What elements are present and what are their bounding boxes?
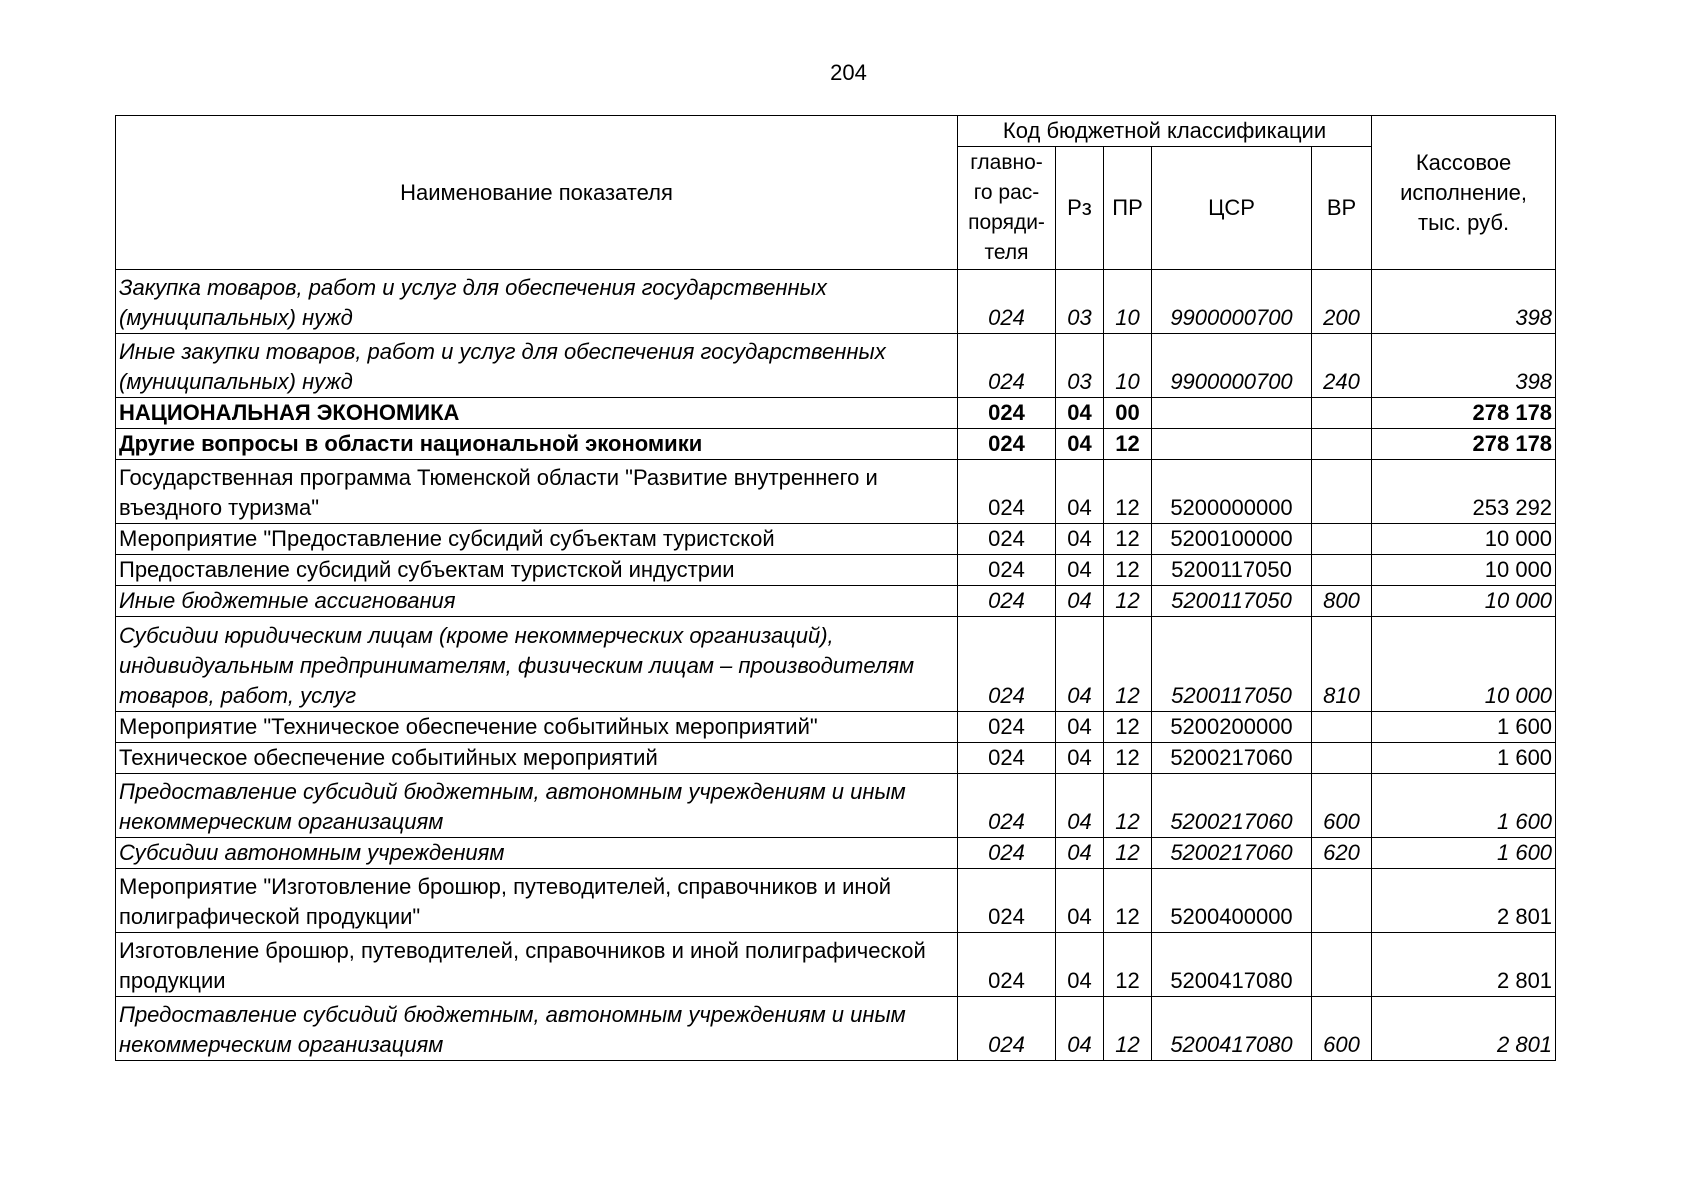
table-row xyxy=(116,398,1556,429)
cell-csr: 5200417080 xyxy=(1152,997,1312,1061)
cell-amount: 2 801 xyxy=(1372,997,1556,1061)
cell-csr: 5200400000 xyxy=(1152,869,1312,933)
table-row xyxy=(116,524,1556,555)
cell-amount: 1 600 xyxy=(1372,743,1556,774)
header-name: Наименование показателя xyxy=(116,116,958,270)
cell-name: Государственная программа Тюменской области "Развитие внутреннего и въездного туризма" xyxy=(116,460,958,524)
cell-pr: 12 xyxy=(1104,460,1152,524)
cell-amount: 398 xyxy=(1372,270,1556,334)
cell-name: Другие вопросы в области национальной экономики xyxy=(116,429,958,460)
header-code-group: Код бюджетной классификации xyxy=(958,116,1372,147)
cell-vr: 600 xyxy=(1312,774,1372,838)
cell-rz: 04 xyxy=(1056,997,1104,1061)
cell-amount: 10 000 xyxy=(1372,524,1556,555)
cell-amount: 2 801 xyxy=(1372,869,1556,933)
cell-amount: 2 801 xyxy=(1372,933,1556,997)
cell-rz: 04 xyxy=(1056,460,1104,524)
cell-rz: 04 xyxy=(1056,429,1104,460)
cell-pr: 12 xyxy=(1104,524,1152,555)
cell-rz: 04 xyxy=(1056,712,1104,743)
page-number: 204 xyxy=(830,60,867,85)
cell-grbs: 024 xyxy=(958,997,1056,1061)
cell-vr: 200 xyxy=(1312,270,1372,334)
header-amount xyxy=(1372,116,1556,270)
cell-grbs: 024 xyxy=(958,270,1056,334)
cell-amount: 1 600 xyxy=(1372,838,1556,869)
cell-name: Иные бюджетные ассигнования xyxy=(116,586,958,617)
cell-name: НАЦИОНАЛЬНАЯ ЭКОНОМИКА xyxy=(116,398,958,429)
cell-csr: 5200000000 xyxy=(1152,460,1312,524)
cell-csr xyxy=(1152,398,1312,429)
cell-rz: 04 xyxy=(1056,869,1104,933)
table-row xyxy=(116,712,1556,743)
cell-pr: 10 xyxy=(1104,334,1152,398)
cell-vr xyxy=(1312,555,1372,586)
cell-pr: 12 xyxy=(1104,743,1152,774)
cell-csr: 5200117050 xyxy=(1152,555,1312,586)
cell-rz: 04 xyxy=(1056,617,1104,712)
cell-grbs: 024 xyxy=(958,933,1056,997)
cell-name: Мероприятие "Изготовление брошюр, путеводителей, справочников и иной полиграфической продукции" xyxy=(116,869,958,933)
cell-pr: 12 xyxy=(1104,869,1152,933)
cell-name: Мероприятие "Предоставление субсидий субъектам туристской xyxy=(116,524,958,555)
table-row xyxy=(116,270,1556,334)
cell-pr: 12 xyxy=(1104,617,1152,712)
cell-name: Иные закупки товаров, работ и услуг для обеспечения государственных (муниципальных) нужд xyxy=(116,334,958,398)
budget-table xyxy=(115,115,1556,1061)
cell-rz: 04 xyxy=(1056,933,1104,997)
header-rz: Рз xyxy=(1056,147,1104,270)
cell-name: Техническое обеспечение событийных мероприятий xyxy=(116,743,958,774)
cell-vr xyxy=(1312,524,1372,555)
table-row xyxy=(116,460,1556,524)
cell-amount: 278 178 xyxy=(1372,429,1556,460)
cell-pr: 12 xyxy=(1104,555,1152,586)
cell-vr xyxy=(1312,398,1372,429)
cell-grbs: 024 xyxy=(958,429,1056,460)
cell-name: Предоставление субсидий субъектам туристской индустрии xyxy=(116,555,958,586)
table-row xyxy=(116,555,1556,586)
header-pr: ПР xyxy=(1104,147,1152,270)
cell-name: Изготовление брошюр, путеводителей, справочников и иной полиграфической продукции xyxy=(116,933,958,997)
cell-vr xyxy=(1312,460,1372,524)
cell-pr: 12 xyxy=(1104,933,1152,997)
cell-grbs: 024 xyxy=(958,460,1056,524)
cell-pr: 12 xyxy=(1104,429,1152,460)
cell-rz: 03 xyxy=(1056,334,1104,398)
cell-grbs: 024 xyxy=(958,555,1056,586)
table-row xyxy=(116,334,1556,398)
cell-grbs: 024 xyxy=(958,869,1056,933)
header-grbs: главно- го рас- поряди- теля xyxy=(958,147,1056,270)
cell-grbs: 024 xyxy=(958,774,1056,838)
cell-name: Мероприятие "Техническое обеспечение событийных мероприятий" xyxy=(116,712,958,743)
cell-vr: 800 xyxy=(1312,586,1372,617)
cell-grbs: 024 xyxy=(958,838,1056,869)
header-vr: ВР xyxy=(1312,147,1372,270)
cell-name: Субсидии автономным учреждениям xyxy=(116,838,958,869)
table-row xyxy=(116,838,1556,869)
cell-pr: 12 xyxy=(1104,997,1152,1061)
cell-csr: 5200217060 xyxy=(1152,838,1312,869)
cell-vr: 810 xyxy=(1312,617,1372,712)
cell-name: Субсидии юридическим лицам (кроме некоммерческих организаций), индивидуальным предпринимателям, физическим лицам – производителям товаров, работ, услуг xyxy=(116,617,958,712)
cell-pr: 00 xyxy=(1104,398,1152,429)
cell-grbs: 024 xyxy=(958,743,1056,774)
cell-amount: 1 600 xyxy=(1372,712,1556,743)
cell-csr xyxy=(1152,429,1312,460)
header-amount-text: Кассовое исполнение, тыс. руб. xyxy=(1400,149,1528,235)
cell-pr: 10 xyxy=(1104,270,1152,334)
table-row xyxy=(116,617,1556,712)
cell-csr: 5200100000 xyxy=(1152,524,1312,555)
cell-grbs: 024 xyxy=(958,524,1056,555)
cell-vr xyxy=(1312,712,1372,743)
cell-amount: 278 178 xyxy=(1372,398,1556,429)
cell-vr: 600 xyxy=(1312,997,1372,1061)
cell-vr xyxy=(1312,869,1372,933)
table-row xyxy=(116,933,1556,997)
cell-vr xyxy=(1312,429,1372,460)
cell-rz: 04 xyxy=(1056,586,1104,617)
cell-pr: 12 xyxy=(1104,838,1152,869)
cell-amount: 10 000 xyxy=(1372,617,1556,712)
cell-csr: 5200217060 xyxy=(1152,774,1312,838)
cell-vr xyxy=(1312,933,1372,997)
cell-csr: 5200117050 xyxy=(1152,586,1312,617)
header-csr: ЦСР xyxy=(1152,147,1312,270)
cell-rz: 04 xyxy=(1056,838,1104,869)
cell-amount: 253 292 xyxy=(1372,460,1556,524)
cell-amount: 10 000 xyxy=(1372,555,1556,586)
cell-amount: 10 000 xyxy=(1372,586,1556,617)
cell-rz: 04 xyxy=(1056,774,1104,838)
table-body xyxy=(116,270,1556,1061)
cell-vr: 240 xyxy=(1312,334,1372,398)
cell-pr: 12 xyxy=(1104,774,1152,838)
table-row xyxy=(116,774,1556,838)
cell-name: Закупка товаров, работ и услуг для обеспечения государственных (муниципальных) нужд xyxy=(116,270,958,334)
table-header xyxy=(116,116,1556,270)
cell-rz: 04 xyxy=(1056,555,1104,586)
cell-name: Предоставление субсидий бюджетным, автономным учреждениям и иным некоммерческим организациям xyxy=(116,774,958,838)
cell-csr: 9900000700 xyxy=(1152,270,1312,334)
table-row xyxy=(116,997,1556,1061)
cell-csr: 5200217060 xyxy=(1152,743,1312,774)
cell-vr: 620 xyxy=(1312,838,1372,869)
cell-amount: 1 600 xyxy=(1372,774,1556,838)
cell-rz: 03 xyxy=(1056,270,1104,334)
table-row xyxy=(116,869,1556,933)
cell-csr: 5200117050 xyxy=(1152,617,1312,712)
table-row xyxy=(116,743,1556,774)
cell-vr xyxy=(1312,743,1372,774)
cell-amount: 398 xyxy=(1372,334,1556,398)
cell-grbs: 024 xyxy=(958,334,1056,398)
cell-csr: 9900000700 xyxy=(1152,334,1312,398)
cell-grbs: 024 xyxy=(958,712,1056,743)
cell-rz: 04 xyxy=(1056,743,1104,774)
table-row xyxy=(116,429,1556,460)
table-row xyxy=(116,586,1556,617)
cell-pr: 12 xyxy=(1104,586,1152,617)
cell-pr: 12 xyxy=(1104,712,1152,743)
cell-rz: 04 xyxy=(1056,524,1104,555)
cell-grbs: 024 xyxy=(958,617,1056,712)
cell-grbs: 024 xyxy=(958,586,1056,617)
cell-grbs: 024 xyxy=(958,398,1056,429)
cell-csr: 5200200000 xyxy=(1152,712,1312,743)
cell-rz: 04 xyxy=(1056,398,1104,429)
cell-name: Предоставление субсидий бюджетным, автономным учреждениям и иным некоммерческим организациям xyxy=(116,997,958,1061)
cell-csr: 5200417080 xyxy=(1152,933,1312,997)
